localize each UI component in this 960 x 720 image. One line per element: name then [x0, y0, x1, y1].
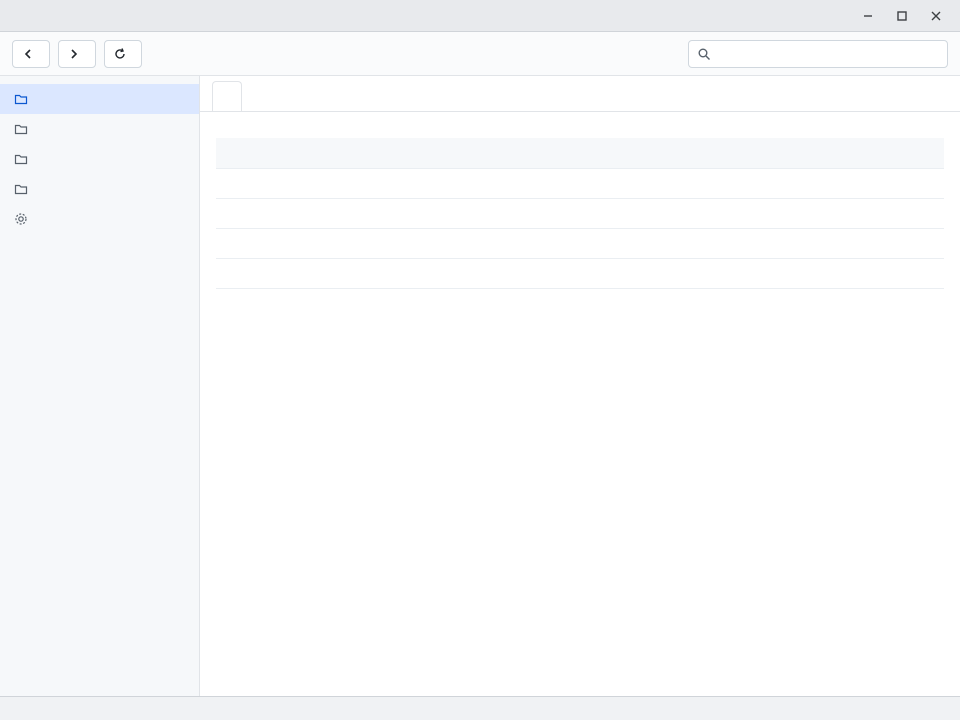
table-cell: [398, 168, 580, 198]
search-icon: [697, 47, 711, 61]
tab-2[interactable]: [276, 81, 306, 111]
arrow-right-icon: [67, 47, 81, 61]
column-header[interactable]: [398, 138, 580, 168]
search-box: [688, 40, 948, 68]
table-cell: [398, 258, 580, 288]
app-body: [0, 76, 960, 696]
sidebar-item-4[interactable]: [0, 204, 199, 234]
folder-icon: [14, 152, 28, 166]
column-header[interactable]: [762, 138, 944, 168]
table-cell: [762, 258, 944, 288]
table-cell: [762, 228, 944, 258]
sidebar: [0, 76, 200, 696]
status-bar: [0, 696, 960, 720]
close-button[interactable]: [922, 6, 950, 26]
folder-icon: [14, 122, 28, 136]
gear-icon: [14, 212, 28, 226]
sidebar-item-2[interactable]: [0, 144, 199, 174]
content-area: [200, 112, 960, 696]
folder-icon: [14, 92, 28, 106]
tab-1[interactable]: [244, 81, 274, 111]
data-table: [216, 138, 944, 289]
back-button[interactable]: [12, 40, 50, 68]
refresh-icon: [113, 47, 127, 61]
table-cell: [216, 168, 398, 198]
title-bar: [0, 0, 960, 32]
table-row[interactable]: [216, 168, 944, 198]
table-row[interactable]: [216, 228, 944, 258]
refresh-button[interactable]: [104, 40, 142, 68]
folder-icon: [14, 182, 28, 196]
table-cell: [762, 198, 944, 228]
table-cell: [398, 228, 580, 258]
column-header[interactable]: [216, 138, 398, 168]
close-icon: [929, 9, 943, 23]
main-panel: [200, 76, 960, 696]
table-cell: [216, 258, 398, 288]
arrow-left-icon: [21, 47, 35, 61]
table-cell: [762, 168, 944, 198]
table-cell: [580, 228, 762, 258]
table-cell: [580, 198, 762, 228]
table-row[interactable]: [216, 198, 944, 228]
minimize-button[interactable]: [854, 6, 882, 26]
forward-button[interactable]: [58, 40, 96, 68]
sidebar-item-0[interactable]: [0, 84, 199, 114]
column-header[interactable]: [580, 138, 762, 168]
table-row[interactable]: [216, 258, 944, 288]
table-cell: [216, 198, 398, 228]
table-header-row: [216, 138, 944, 168]
table-cell: [216, 228, 398, 258]
window-controls: [854, 6, 950, 26]
tab-0[interactable]: [212, 81, 242, 111]
sidebar-item-1[interactable]: [0, 114, 199, 144]
toolbar: [0, 32, 960, 76]
maximize-button[interactable]: [888, 6, 916, 26]
maximize-icon: [895, 9, 909, 23]
search-input[interactable]: [717, 47, 939, 61]
table-cell: [580, 168, 762, 198]
table-cell: [580, 258, 762, 288]
table-cell: [398, 198, 580, 228]
sidebar-item-3[interactable]: [0, 174, 199, 204]
minimize-icon: [861, 9, 875, 23]
tab-bar: [200, 76, 960, 112]
